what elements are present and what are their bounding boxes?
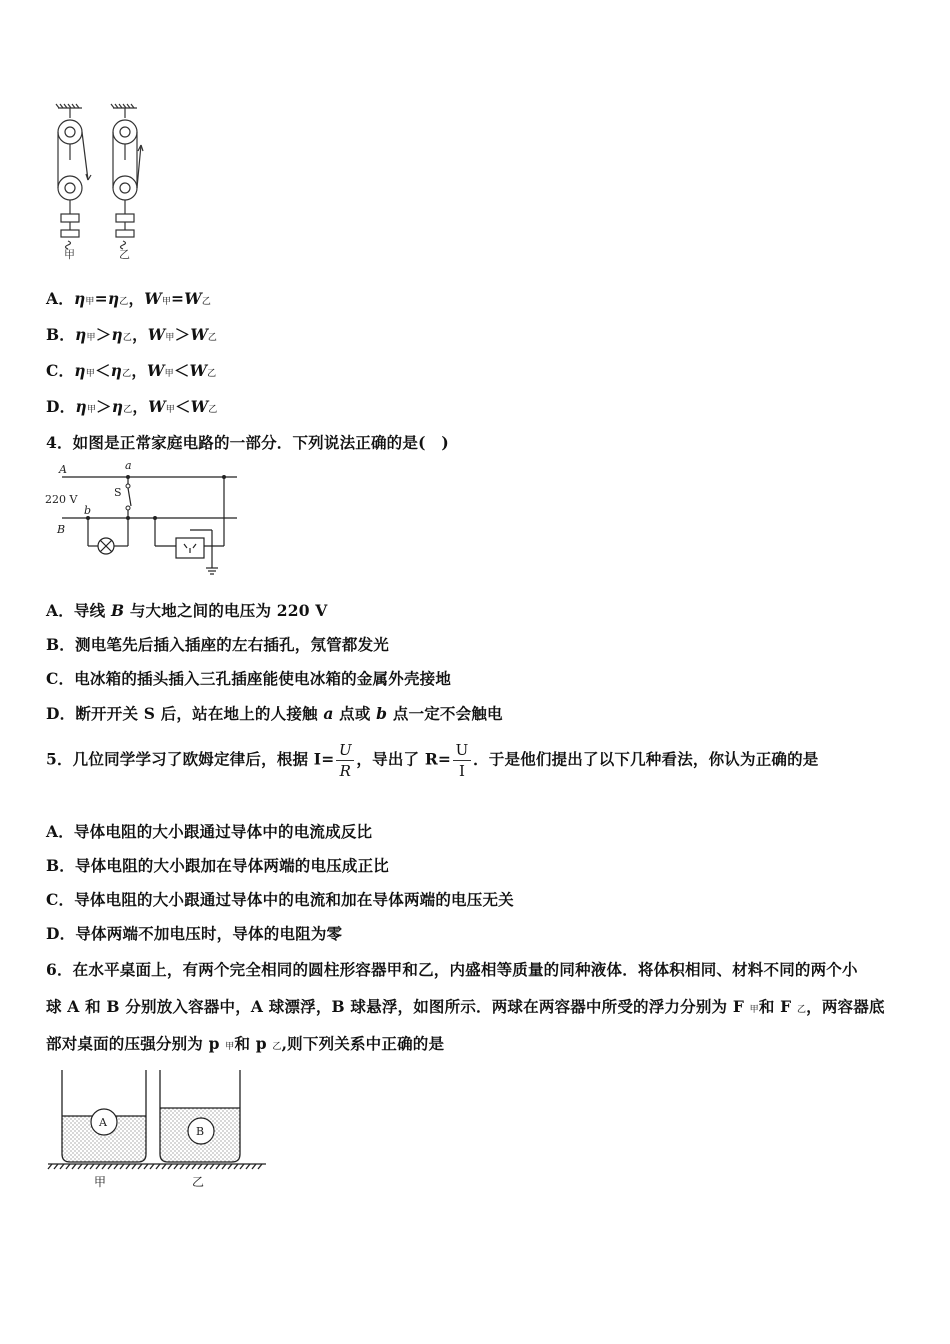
q5-stem: 5．几位同学学习了欧姆定律后，根据 I= $\frac{U}{R}$ ，导出了 R= $\frac{U}{I}$ ．于是他们提出了以下几种看法，你认为正确的是 [46, 741, 819, 780]
q5-option-a[interactable]: A．导体电阻的大小跟通过导体中的电流成反比 [46, 822, 373, 841]
circuit-voltage-label: 220 V [45, 493, 78, 506]
container-label-jia: 甲 [94, 1175, 107, 1189]
circuit-figure [42, 458, 242, 576]
fraction-r-equals: $\frac{U}{I}$ [453, 740, 471, 781]
q3-option-a[interactable]: A．η甲=η乙，W甲=W乙 [46, 289, 212, 308]
containers-figure [44, 1068, 270, 1192]
q4-option-c[interactable]: C．电冰箱的插头插入三孔插座能使电冰箱的金属外壳接地 [46, 669, 452, 688]
circuit-label-switch: S [114, 486, 122, 499]
q5-option-c[interactable]: C．导体电阻的大小跟通过导体中的电流和加在导体两端的电压无关 [46, 890, 514, 909]
q4-option-a[interactable]: A．导线 B 与大地之间的电压为 220 V [46, 601, 328, 620]
q6-stem-line-2: 球 A 和 B 分别放入容器中，A 球漂浮，B 球悬浮，如图所示．两球在两容器中所受的浮力分别为 F 甲和 F 乙，两容器底 [46, 997, 885, 1016]
figure-label-jia: 甲 [64, 248, 75, 261]
circuit-label-b-point: b [84, 504, 92, 517]
q6-stem-line-3: 部对桌面的压强分别为 p 甲和 p 乙,则下列关系中正确的是 [46, 1034, 445, 1053]
q4-stem: 4．如图是正常家庭电路的一部分．下列说法正确的是( ) [46, 433, 449, 452]
circuit-label-a-wire: A [59, 463, 67, 476]
q3-option-b[interactable]: B．η甲＞η乙，W甲＞W乙 [46, 325, 218, 344]
pulley-figure [50, 100, 160, 265]
ball-a-label: A [99, 1116, 107, 1129]
q5-option-d[interactable]: D．导体两端不加电压时，导体的电阻为零 [46, 924, 343, 943]
q4-option-d[interactable]: D．断开开关 S 后，站在地上的人接触 a 点或 b 点一定不会触电 [46, 704, 503, 723]
q3-option-c[interactable]: C．η甲＜η乙，W甲＜W乙 [46, 361, 217, 380]
ball-b-label: B [196, 1125, 205, 1138]
q5-option-b[interactable]: B．导体电阻的大小跟加在导体两端的电压成正比 [46, 856, 390, 875]
q4-option-b[interactable]: B．测电笔先后插入插座的左右插孔，氖管都发光 [46, 635, 390, 654]
container-label-yi: 乙 [192, 1175, 205, 1189]
circuit-label-b-wire: B [57, 523, 66, 536]
q3-option-d[interactable]: D．η甲＞η乙，W甲＜W乙 [46, 397, 218, 416]
fraction-i-equals: $\frac{U}{R}$ [336, 740, 354, 781]
circuit-label-a-point: a [125, 459, 132, 472]
figure-label-yi: 乙 [119, 248, 130, 261]
q6-stem-line-1: 6．在水平桌面上，有两个完全相同的圆柱形容器甲和乙，内盛相等质量的同种液体．将体积相同、材料不同的两个小 [46, 960, 858, 979]
